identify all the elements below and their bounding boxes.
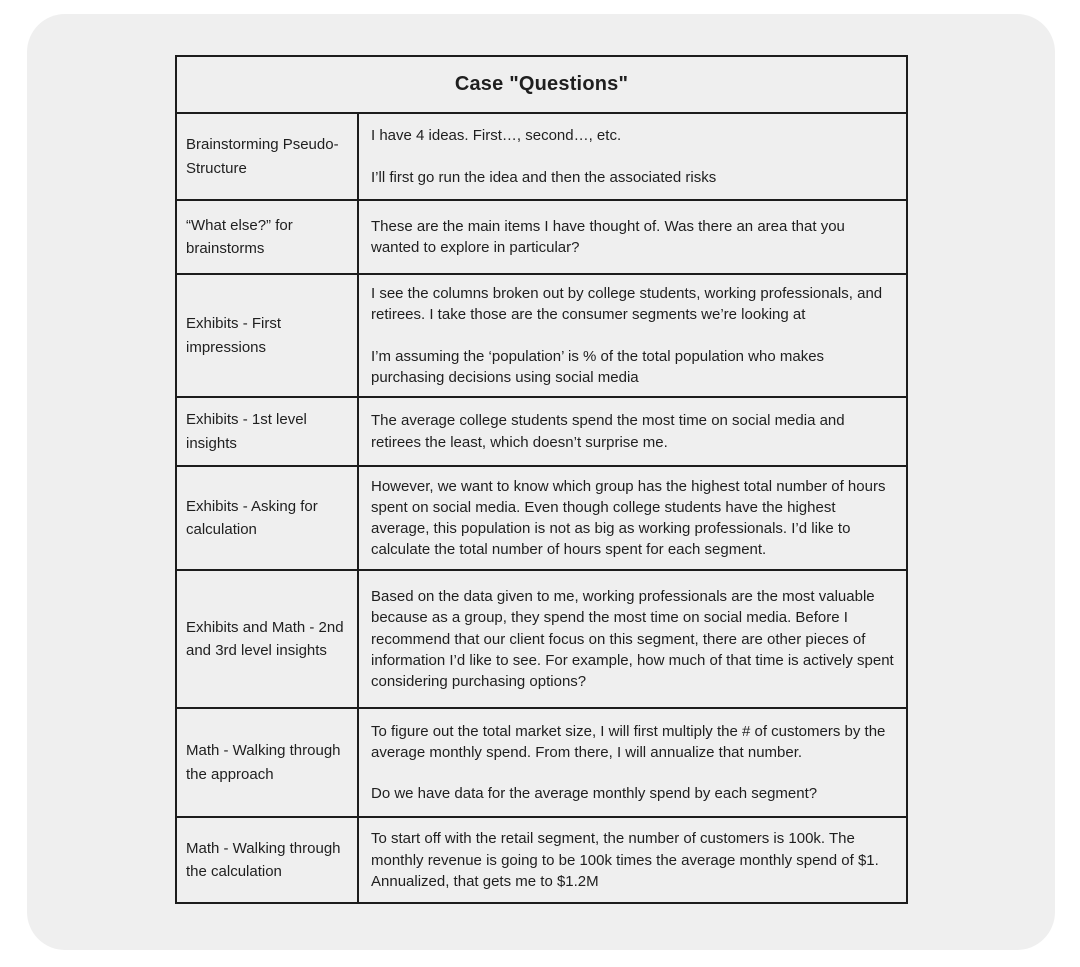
table-row <box>177 816 906 902</box>
row-content-cell <box>357 398 906 465</box>
row-label-cell <box>177 709 357 816</box>
row-label: “What else?” for brainstorms <box>186 216 293 257</box>
table-row <box>177 199 906 273</box>
row-paragraph: Do we have data for the average monthly spend by each segment? <box>371 785 818 803</box>
background-card <box>27 14 1055 950</box>
table-row <box>177 465 906 569</box>
row-label-cell <box>177 201 357 273</box>
row-label-cell <box>177 571 357 707</box>
row-paragraph: I see the columns broken out by college students, working professionals, and retirees. I take those are the consumer segments we’re looking at <box>371 285 883 324</box>
row-paragraph: To figure out the total market size, I will first multiply the # of customers by the average monthly spend. From there, I will annualize that number. <box>371 722 886 762</box>
row-label-cell <box>177 467 357 569</box>
row-label-cell <box>177 818 357 902</box>
row-paragraph: The average college students spend the most time on social media and retirees the least, which doesn’t surprise me. <box>371 412 845 451</box>
row-label-cell <box>177 114 357 199</box>
row-label: Brainstorming Pseudo-Structure <box>186 136 339 177</box>
table-row <box>177 273 906 396</box>
table-row <box>177 396 906 465</box>
row-content-cell <box>357 818 906 902</box>
row-content-cell <box>357 571 906 707</box>
row-label: Exhibits - Asking for calculation <box>186 497 318 539</box>
case-questions-table <box>175 55 908 904</box>
row-label: Math - Walking through the calculation <box>186 839 341 881</box>
row-paragraph: I’m assuming the ‘population’ is % of the total population who makes purchasing decisions using social media <box>371 347 825 386</box>
row-label: Exhibits - 1st level insights <box>186 411 307 452</box>
row-paragraph: These are the main items I have thought of. Was there an area that you wanted to explore in particular? <box>371 217 845 256</box>
row-label-cell <box>177 275 357 396</box>
case-table-body <box>177 112 906 902</box>
row-label: Exhibits and Math - 2nd and 3rd level insights <box>186 618 344 660</box>
table-row <box>177 707 906 816</box>
row-paragraph: To start off with the retail segment, the number of customers is 100k. The monthly revenue is going to be 100k times the average monthly spend of $1. Annualized, that gets me to $1.2M <box>371 830 879 890</box>
row-paragraph: Based on the data given to me, working professionals are the most valuable because as a group, they spend the most time on social media. Before I recommend that our client focus on this segment, there are other pieces of information I’d like to see. For example, how much of that time is actively spent considering purchasing options? <box>371 587 894 691</box>
table-row <box>177 112 906 199</box>
row-paragraph: I’ll first go run the idea and then the associated risks <box>371 168 717 186</box>
row-paragraph: However, we want to know which group has the highest total number of hours spent on social media. Even though college students have the highest average, this population is not as big as working professionals. I’d like to calculate the total number of hours spent for each segment. <box>371 477 886 559</box>
table-title: Case "Questions" <box>454 73 629 95</box>
row-label: Math - Walking through the approach <box>186 742 341 783</box>
row-content-cell <box>357 114 906 199</box>
row-label: Exhibits - First impressions <box>186 315 282 356</box>
row-content-cell <box>357 709 906 816</box>
row-content-cell <box>357 201 906 273</box>
table-row <box>177 569 906 707</box>
row-content-cell <box>357 275 906 396</box>
row-content-cell <box>357 467 906 569</box>
row-paragraph: I have 4 ideas. First…, second…, etc. <box>371 127 622 145</box>
row-label-cell <box>177 398 357 465</box>
